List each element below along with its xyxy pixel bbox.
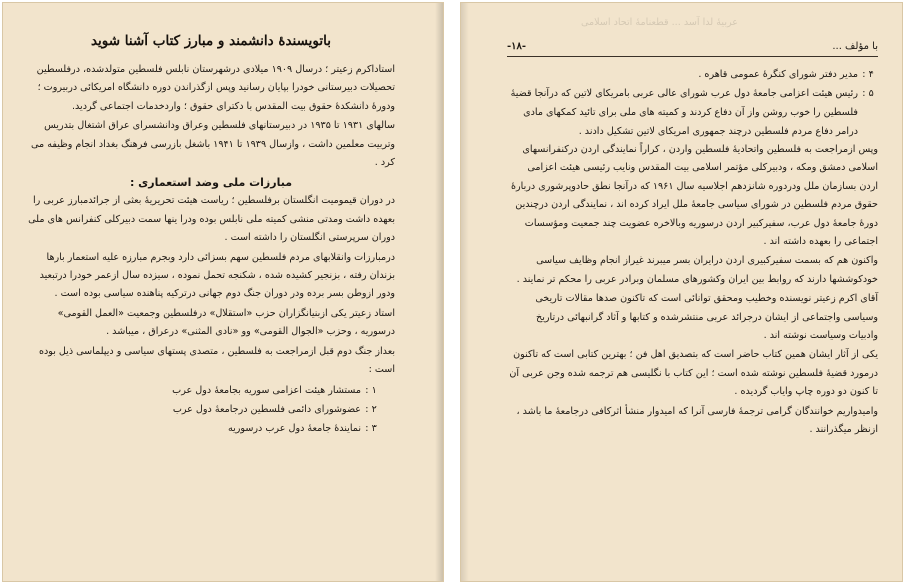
paragraph: وپس ازمراجعت به فلسطین واتحادیهٔ فلسطین واردن ، کراراً نمایندگی اردن درکنفرانسهای اسلامی دمشق ومکه ، ودبیرکلی مؤتمر اسلامی بیت المقدس ونایب رئیسی هیئت اعزامی اردن بسازمان ملل ودردوره شانزدهم اجلاسیه سال ۱۹۶۱ که درآنجا نطق حادوپرشوری دربارهٔ حقوق مردم فلسطین در شورای سیاسی جامعهٔ ملل ایراد کرده اند ، نمایندگی اردن درچندین دورهٔ جامعهٔ دول عرب، سفیرکبیر اردن درسوریه وبالاخره عضویت چند جمعیت ومؤسسات اجتماعی را بعهده داشته اند . [510,144,878,248]
page-number: -۱۸- [507,41,527,52]
paragraph: بعداز جنگ دوم قبل ازمراجعت به فلسطین ، متصدی پستهای سیاسی و دیپلماسی ذیل بوده است : [38,345,395,376]
paragraph: یکی از آثار ایشان همین کتاب حاضر است که بتصدیق اهل فن ؛ بهترین کتابی است که تاکنون درمورد قضیهٔ فلسطین نوشته شده است ؛ این کتاب با نگلیسی هم ترجمه شده وجن عربی آن تا کنون دو دوره چاپ وایاب گردیده . [509,349,878,398]
paragraph: آقای اکرم زعیتر نویسنده وخطیب ومحقق توانائی است که تاکنون صدها مقالات تاریخی وسیاسی واجتماعی از ایشان درجرائد عربی منتشرشده و کتابها و آثاد گرانبهائی درتاریخ وادبیات وسیاست نوشته اند . [535,293,878,342]
list-item [27,419,395,438]
paragraph: استاد زعیتر یکی ازبنیانگزاران حزب «استقلال» درفلسطین وجمعیت «العمل القومی» درسوریه ، وحزب «الجوال القومی» وو «نادی المثنی» درعراق ، میباشد . [57,307,395,338]
right-book-page [460,2,903,582]
list-text: نمایندهٔ جامعهٔ دول عرب درسوریه [227,422,361,434]
list-number: ۵ : [862,88,874,99]
right-page-content [461,3,902,581]
list-item [507,65,878,84]
list-text: مدیر دفتر شورای کنگرهٔ عمومی قاهره . [698,69,858,80]
list-number: ۲ : [365,403,377,415]
bleed-through-text: عربیهٔ لدا آسد ... قطعنامهٔ اتحاد اسلامی [581,17,739,28]
paragraph: در دوران قیمومیت انگلستان برفلسطین ؛ ریاست هیئت تحریریهٔ بعثی از جرائدمبارز عربی را بعهده داشت ومدتی منشی کمیته ملی نابلس بوده ودرا ینها سمت دبیرکلی کنفرانس های ملی دوران سرپرستی انگلستان را داشته است . [28,195,395,244]
paragraph: درمبارزات وانقلابهای مردم فلسطین سهم بسزائی دارد وبجرم مبارزه علیه استعمار بارها بزندان رفته ، بزنجیر کشیده شده ، شکنجه تحمل نموده ، سیزده سال ازعمر خودرا درتبعید ودور ازوطن بسر برده ودر دوران جنگ دوم جهانی درترکیه پناهنده سیاسی بوده است . [39,251,395,300]
paragraph: وامیدواریم خوانندگان گرامی ترجمهٔ فارسی آنرا که امیدوار منشأ اثرکافی درجامعهٔ ما باشد ، ازنظر میگذرانند . [516,405,878,436]
section-subheading: مبارزات ملی وضد استعماری : [129,176,293,190]
header-divider [507,56,878,57]
list-text: مستشار هیئت اعزامی سوریه بجامعهٔ دول عرب [172,384,361,396]
paragraph: استاداکرم زعیتر ؛ درسال ۱۹۰۹ میلادی درشهرستان نابلس فلسطین متولدشده، درفلسطین تحصیلات دبیرستانی خودرا بپایان رسانید وپس ازگذراندن دوره دانشگاه امریکائی دربیروت ؛ ودورهٔ دانشکدهٔ حقوق بیت المقدس با دکترای حقوق ؛ واردخدمات اجتماعی گردید. [36,64,395,112]
paragraph: سالهای ۱۹۳۱ تا ۱۹۳۵ در دبیرستانهای فلسطین وعراق ودانشسرای عراق اشتغال بتدریس وتربیت معلمین داشت ، وازسال ۱۹۳۹ تا ۱۹۴۱ باشغل بازرسی فرهنگ بغداد انجام وظیفه می کرد . [31,120,395,169]
left-page-content [3,3,443,581]
list-item [27,381,395,400]
header-title: با مؤلف ... [832,41,878,52]
list-text: رئیس هیئت اعزامی جامعهٔ دول عرب شورای عالی عربی بامریکای لاتین که درآنجا قضیهٔ فلسطین را خوب روشن واز آن دفاع کردند و کمیته های ملی برای تائید کمکهای مادی درامر دفاع مردم فلسطین درچند جمهوری امریکای لاتین تشکیل دادند . [510,88,858,137]
list-item [507,84,878,141]
list-number: ۱ : [365,384,377,396]
list-text: عضوشورای دائمی فلسطین درجامعهٔ دول عرب [172,403,361,415]
page-title: باتویسندهٔ دانشمند و مبارز کتاب آشنا شوید [90,33,332,49]
left-book-page [2,2,444,582]
running-header [507,41,878,52]
list-number: ۴ : [862,69,874,80]
paragraph: واکنون هم که بسمت سفیرکبیری اردن درایران بسر میبرند غیراز انجام وظایف سیاسی خودکوششها دارند که روابط بین ایران وکشورهای مسلمان وبرادر عربی را محکم تر نمایند . [516,255,878,285]
list-item [27,400,395,419]
list-number: ۳ : [365,422,377,434]
